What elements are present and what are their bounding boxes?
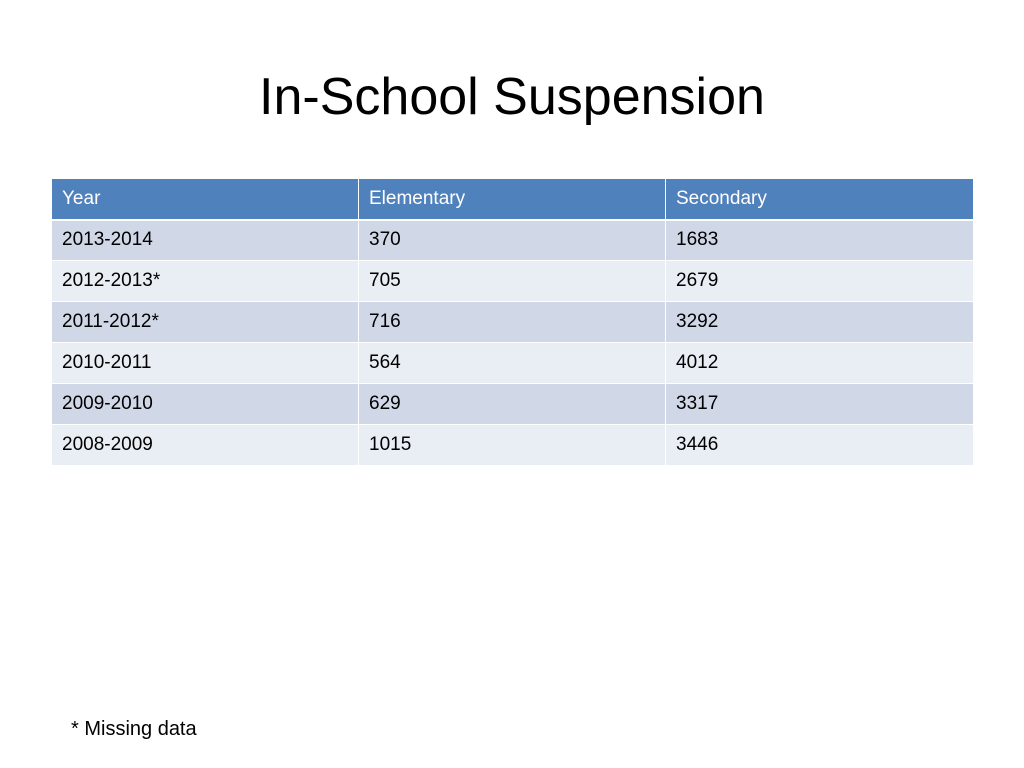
table-row [52, 302, 974, 343]
table-row [52, 425, 974, 466]
table-row [52, 384, 974, 425]
suspension-table [51, 178, 974, 466]
table-row [52, 343, 974, 384]
cell-elementary: 716 [359, 302, 666, 343]
cell-secondary: 4012 [666, 343, 974, 384]
footnote: * Missing data [71, 718, 197, 740]
cell-year: 2008-2009 [52, 425, 359, 466]
cell-elementary: 629 [359, 384, 666, 425]
cell-elementary: 564 [359, 343, 666, 384]
table-row [52, 261, 974, 302]
cell-secondary: 2679 [666, 261, 974, 302]
cell-year: 2010-2011 [52, 343, 359, 384]
cell-secondary: 3317 [666, 384, 974, 425]
cell-elementary: 1015 [359, 425, 666, 466]
cell-elementary: 370 [359, 220, 666, 261]
cell-elementary: 705 [359, 261, 666, 302]
column-header-secondary: Secondary [666, 179, 974, 220]
cell-secondary: 3446 [666, 425, 974, 466]
cell-year: 2011-2012* [52, 302, 359, 343]
table-row [52, 220, 974, 261]
cell-secondary: 1683 [666, 220, 974, 261]
cell-year: 2013-2014 [52, 220, 359, 261]
column-header-elementary: Elementary [359, 179, 666, 220]
column-header-year: Year [52, 179, 359, 220]
cell-year: 2012-2013* [52, 261, 359, 302]
table-header-row [52, 179, 974, 220]
cell-year: 2009-2010 [52, 384, 359, 425]
cell-secondary: 3292 [666, 302, 974, 343]
slide-title: In-School Suspension [259, 68, 765, 126]
